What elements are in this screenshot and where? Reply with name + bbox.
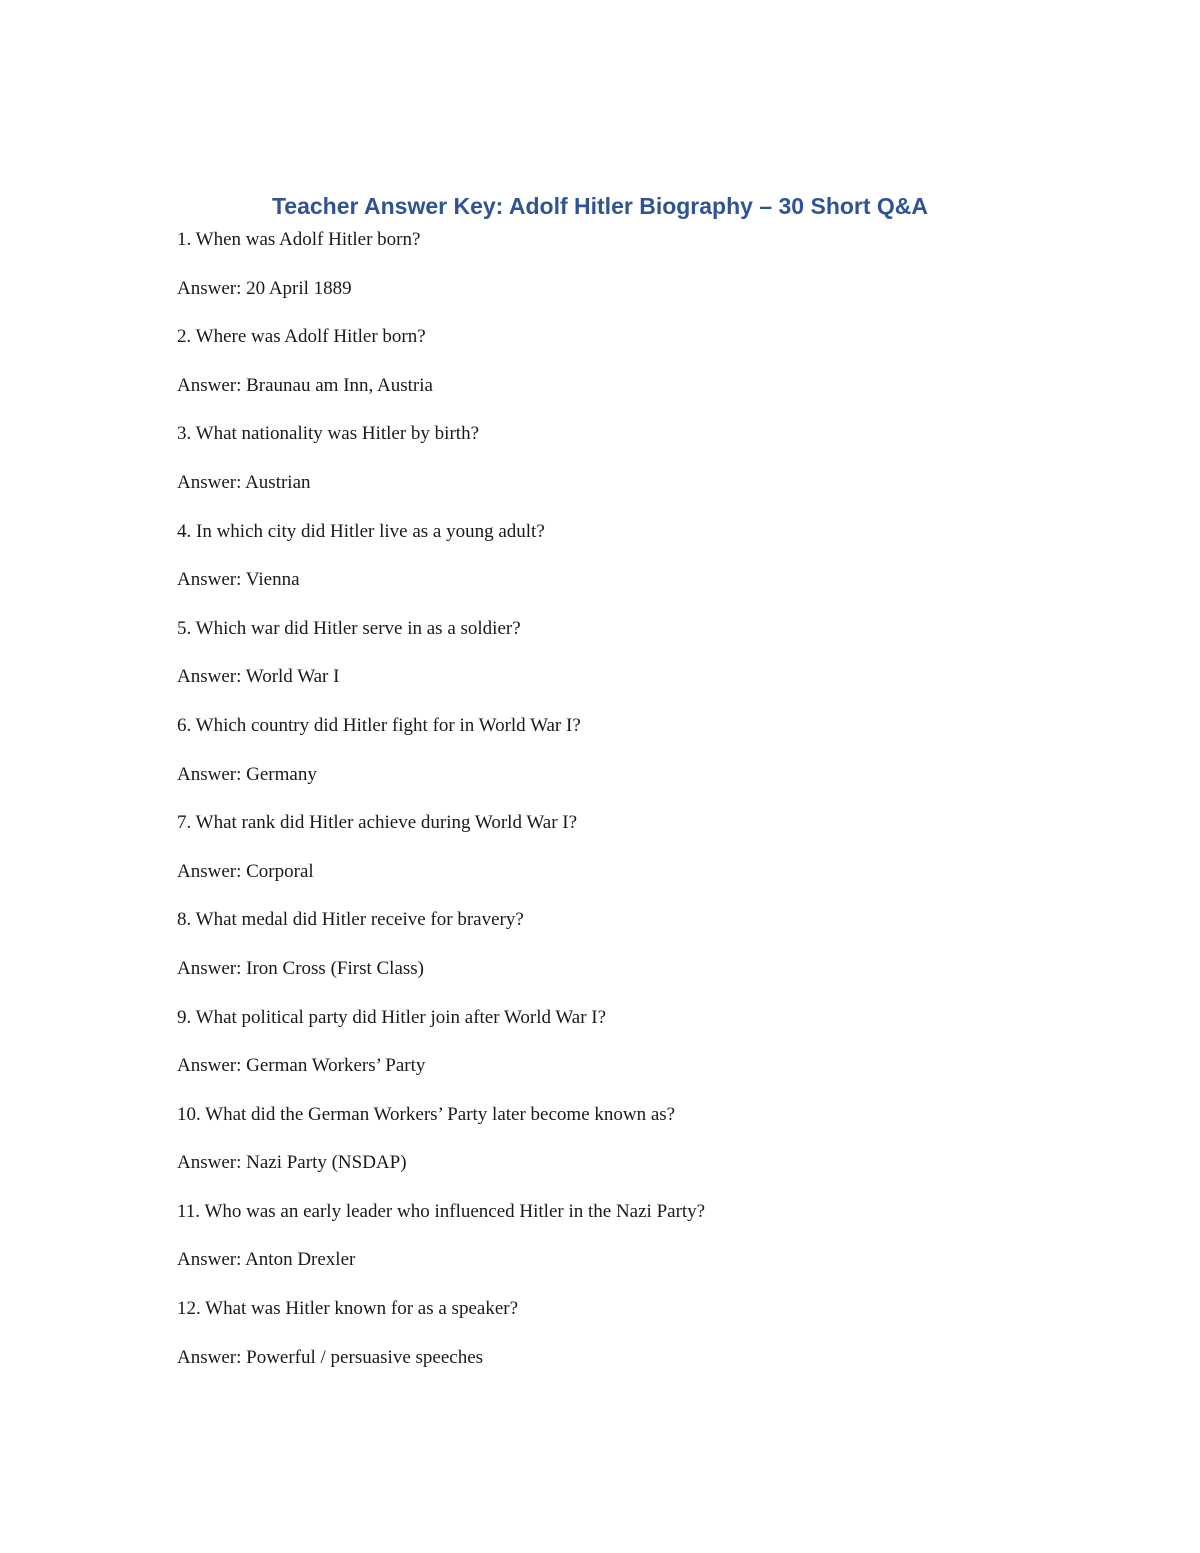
qa-list xyxy=(177,226,1077,1392)
question-10: 10. What did the German Workers’ Party later become known as? xyxy=(177,1103,676,1125)
question-1: 1. When was Adolf Hitler born? xyxy=(177,229,421,250)
answer-2: Answer: Braunau am Inn, Austria xyxy=(177,374,433,396)
answer-4: Answer: Vienna xyxy=(177,569,300,591)
question-5: 5. Which war did Hitler serve in as a soldier? xyxy=(177,617,521,639)
answer-3: Answer: Austrian xyxy=(177,471,311,493)
answer-10: Answer: Nazi Party (NSDAP) xyxy=(177,1152,407,1174)
question-6: 6. Which country did Hitler fight for in World War I? xyxy=(177,714,581,736)
answer-9: Answer: German Workers’ Party xyxy=(177,1055,426,1077)
question-8: 8. What medal did Hitler receive for bravery? xyxy=(177,909,524,931)
question-2: 2. Where was Adolf Hitler born? xyxy=(177,326,426,348)
answer-8: Answer: Iron Cross (First Class) xyxy=(177,957,424,979)
answer-12: Answer: Powerful / persuasive speeches xyxy=(177,1346,484,1368)
question-3: 3. What nationality was Hitler by birth? xyxy=(177,423,479,445)
question-4: 4. In which city did Hitler live as a young adult? xyxy=(177,520,545,542)
answer-11: Answer: Anton Drexler xyxy=(177,1249,356,1271)
question-12: 12. What was Hitler known for as a speaker? xyxy=(177,1298,519,1320)
document-title: Teacher Answer Key: Adolf Hitler Biography – 30 Short Q&A xyxy=(271,193,929,219)
answer-1: Answer: 20 April 1889 xyxy=(177,277,352,299)
answer-7: Answer: Corporal xyxy=(177,860,314,882)
question-7: 7. What rank did Hitler achieve during World War I? xyxy=(177,812,578,834)
answer-5: Answer: World War I xyxy=(177,666,340,688)
answer-6: Answer: Germany xyxy=(177,763,317,785)
question-9: 9. What political party did Hitler join after World War I? xyxy=(177,1006,607,1028)
question-11: 11. Who was an early leader who influenced Hitler in the Nazi Party? xyxy=(177,1200,706,1222)
